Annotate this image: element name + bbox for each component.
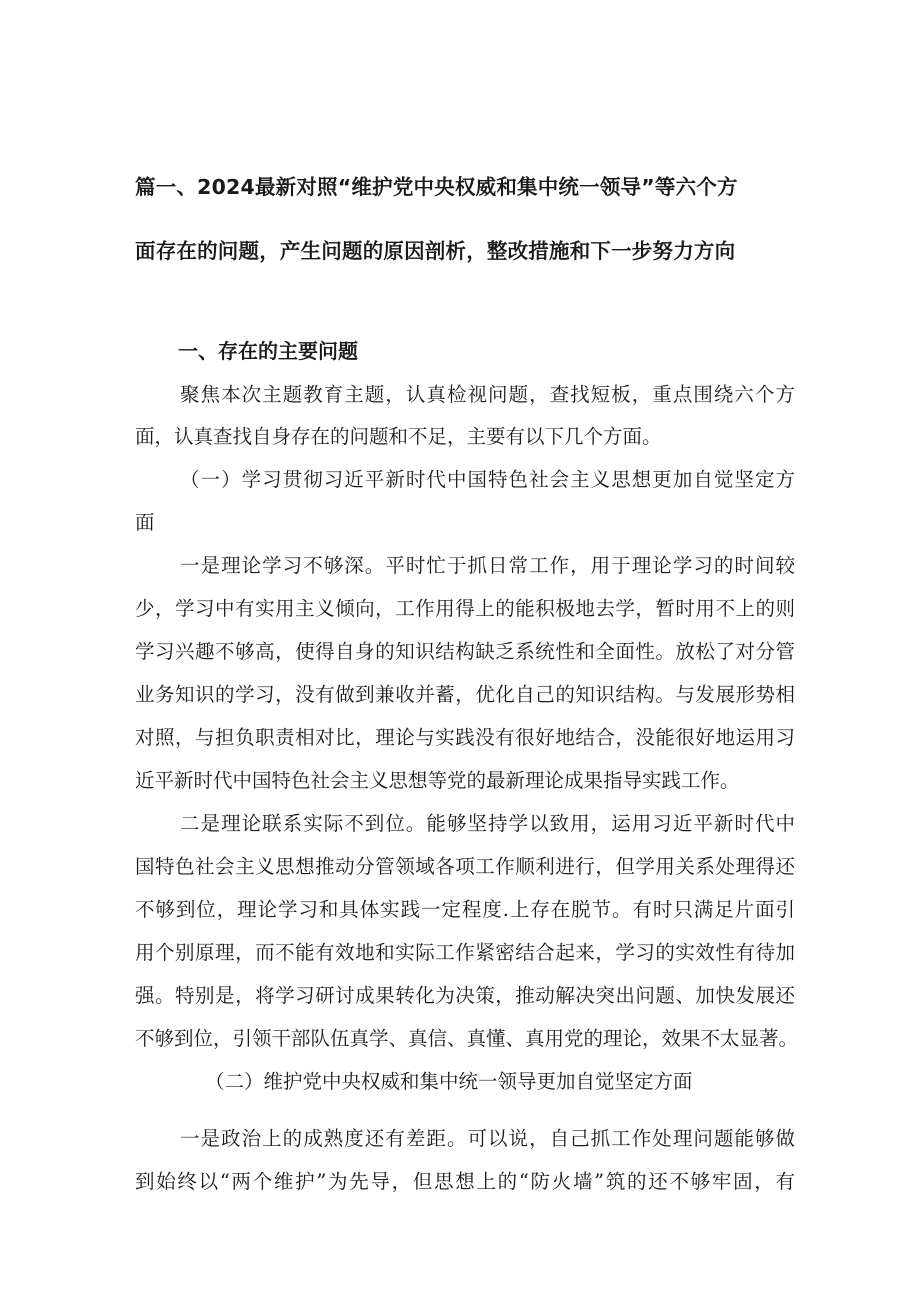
paragraph-line: 不够到位，引领干部队伍真学、真信、真懂、真用党的理论，效果不太显著。: [135, 1027, 799, 1050]
paragraph-line: 二是理论联系实际不到位。能够坚持学以致用，运用习近平新时代中: [180, 812, 795, 835]
paragraph-line: 学习兴趣不够高，使得自身的知识结构缺乏系统性和全面性。放松了对分管: [135, 640, 795, 663]
section-heading: 一、存在的主要问题: [178, 339, 358, 363]
paragraph-line: 到始终以“两个维护”为先导，但思想上的“防火墙”筑的还不够牢固，有: [135, 1170, 795, 1193]
paragraph-line: 聚焦本次主题教育主题，认真检视问题，查找短板，重点围绕六个方: [180, 383, 795, 406]
paragraph-line: 一是政治上的成熟度还有差距。可以说，自己抓工作处理问题能够做: [180, 1127, 795, 1150]
paragraph-line: 对照，与担负职责相对比，理论与实践没有很好地结合，没能很好地运用习: [135, 726, 795, 749]
paragraph-line: 少，学习中有实用主义倾向，工作用得上的能积极地去学，暂时用不上的则: [135, 597, 795, 620]
paragraph-line: 业务知识的学习，没有做到兼收并蓄，优化自己的知识结构。与发展形势相: [135, 683, 795, 706]
title-line: 面存在的问题，产生问题的原因剖析，整改措施和下一步努力方向: [135, 239, 736, 263]
paragraph-line: 不够到位，理论学习和具体实践一定程度.上存在脱节。有时只满足片面引: [135, 898, 795, 921]
subsection-heading: 面: [135, 511, 155, 534]
paragraph-line: 用个别原理，而不能有效地和实际工作紧密结合起来，学习的实效性有待加: [135, 941, 795, 964]
paragraph-line: 国特色社会主义思想推动分管领域各项工作顺利进行，但学用关系处理得还: [135, 855, 795, 878]
paragraph-line: 一是理论学习不够深。平时忙于抓日常工作，用于理论学习的时间较: [180, 554, 795, 577]
paragraph-line: 近平新时代中国特色社会主义思想等党的最新理论成果指导实践工作。: [135, 769, 740, 792]
document-title: [135, 155, 795, 283]
paragraph-line: 强。特别是，将学习研讨成果转化为决策，推动解决突出问题、加快发展还: [135, 984, 795, 1007]
subsection-heading: （二）维护党中央权威和集中统一领导更加自觉坚定方面: [205, 1070, 693, 1093]
subsection-heading: （一）学习贯彻习近平新时代中国特色社会主义思想更加自觉坚定方: [180, 468, 795, 491]
paragraph-line: 面，认真查找自身存在的问题和不足，主要有以下几个方面。: [135, 425, 662, 448]
title-line: 篇一、2024最新对照“维护党中央权威和集中统一领导”等六个方: [135, 175, 738, 199]
